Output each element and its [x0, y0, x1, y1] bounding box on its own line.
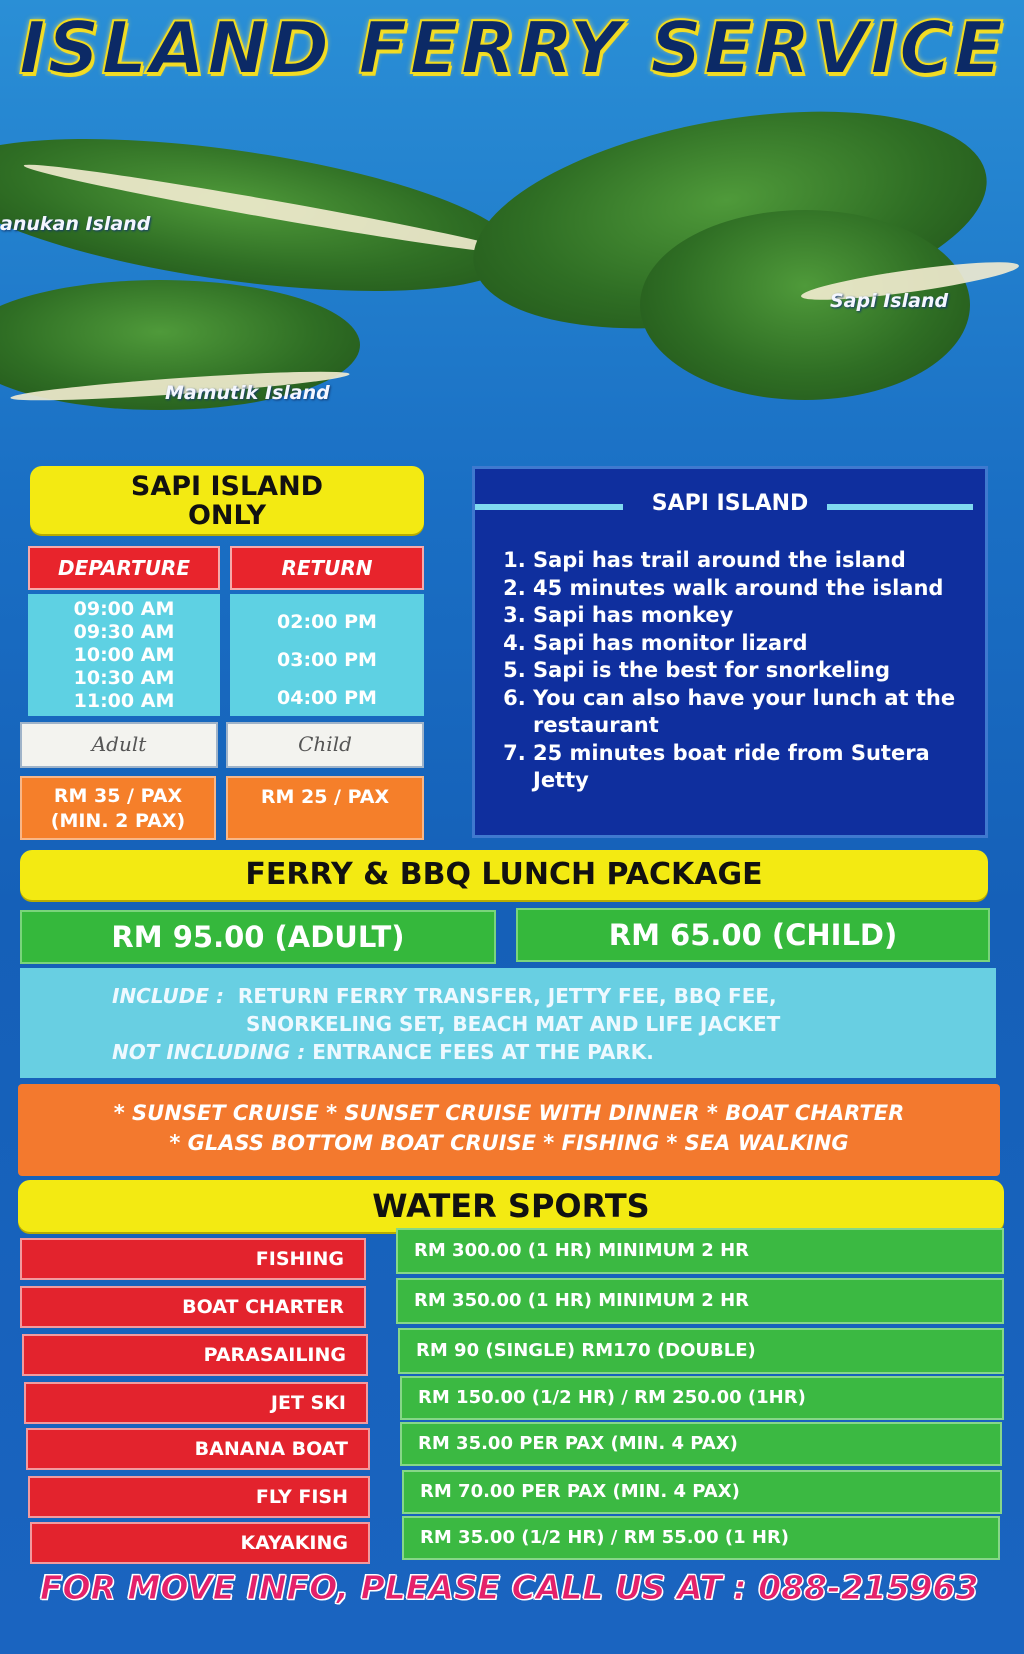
sapi-only-header [30, 466, 424, 534]
bbq-adult-price: RM 95.00 (ADULT) [20, 910, 496, 964]
sapi-island-label: Sapi Island [830, 290, 949, 312]
sapi-only-header-line1: SAPI ISLAND [130, 471, 324, 502]
manukan-island-label: anukan Island [0, 213, 151, 235]
return-time: 04:00 PM [277, 687, 377, 709]
return-times [230, 594, 424, 716]
include-line2: SNORKELING SET, BEACH MAT AND LIFE JACKET [246, 1012, 781, 1036]
return-time: 02:00 PM [277, 611, 377, 633]
bbq-child-price: RM 65.00 (CHILD) [516, 908, 990, 962]
table-row-price: RM 350.00 (1 HR) MINIMUM 2 HR [396, 1278, 1004, 1324]
list-item: 7. 25 minutes boat ride from Sutera Jetty [533, 740, 973, 795]
departure-times [28, 594, 220, 716]
adult-price [20, 776, 216, 840]
list-item: 3. Sapi has monkey [533, 602, 973, 630]
extra-services-box [18, 1084, 1000, 1176]
extra-services-line1: * SUNSET CRUISE * SUNSET CRUISE WITH DINNER * BOAT CHARTER [113, 1101, 905, 1125]
bbq-include-box [20, 968, 996, 1078]
sapi-info-panel [472, 466, 988, 838]
page-title: ISLAND FERRY SERVICE [18, 6, 1006, 90]
return-header: RETURN [230, 546, 424, 590]
table-row-price: RM 150.00 (1/2 HR) / RM 250.00 (1HR) [400, 1376, 1004, 1420]
return-time: 03:00 PM [277, 649, 377, 671]
sapi-facts-list [505, 547, 973, 795]
water-sports-header: WATER SPORTS [18, 1180, 1004, 1232]
departure-header: DEPARTURE [28, 546, 220, 590]
sapi-only-header-line2: ONLY [187, 500, 267, 531]
list-item: 1. Sapi has trail around the island [533, 547, 973, 575]
contact-footer: FOR MOVE INFO, PLEASE CALL US AT : 088-215963 [40, 1568, 979, 1607]
include-label: INCLUDE : [112, 984, 224, 1008]
island-map-image [0, 120, 1024, 460]
departure-time: 10:30 AM [73, 667, 175, 689]
table-row-activity: FLY FISH [28, 1476, 370, 1518]
table-row-price: RM 90 (SINGLE) RM170 (DOUBLE) [398, 1328, 1004, 1374]
table-row-price: RM 35.00 PER PAX (MIN. 4 PAX) [400, 1422, 1002, 1466]
adult-price-line2: (MIN. 2 PAX) [50, 810, 186, 832]
adult-price-line1: RM 35 / PAX [53, 785, 183, 807]
table-row-activity: JET SKI [24, 1382, 368, 1424]
child-label: Child [226, 722, 424, 768]
table-row-activity: BANANA BOAT [26, 1428, 370, 1470]
table-row-price: RM 300.00 (1 HR) MINIMUM 2 HR [396, 1228, 1004, 1274]
list-item: 6. You can also have your lunch at the restaurant [533, 685, 973, 740]
adult-label: Adult [20, 722, 218, 768]
departure-time: 09:30 AM [73, 621, 175, 643]
not-including-label: NOT INCLUDING : [112, 1040, 306, 1064]
sapi-info-title: SAPI ISLAND [638, 491, 823, 516]
child-price: RM 25 / PAX [226, 776, 424, 840]
table-row-price: RM 35.00 (1/2 HR) / RM 55.00 (1 HR) [402, 1516, 1000, 1560]
table-row-activity: KAYAKING [30, 1522, 370, 1564]
table-row-activity: BOAT CHARTER [20, 1286, 366, 1328]
sapi-info-title-row [475, 491, 985, 521]
table-row-activity: PARASAILING [22, 1334, 368, 1376]
list-item: 4. Sapi has monitor lizard [533, 630, 973, 658]
departure-time: 09:00 AM [73, 598, 175, 620]
list-item: 2. 45 minutes walk around the island [533, 575, 973, 603]
mamutik-island-label: Mamutik Island [165, 382, 330, 404]
departure-time: 10:00 AM [73, 644, 175, 666]
extra-services-line2: * GLASS BOTTOM BOAT CRUISE * FISHING * SEA WALKING [169, 1131, 849, 1155]
bbq-package-header: FERRY & BBQ LUNCH PACKAGE [20, 850, 988, 900]
table-row-price: RM 70.00 PER PAX (MIN. 4 PAX) [402, 1470, 1002, 1514]
not-including-text: ENTRANCE FEES AT THE PARK. [312, 1040, 654, 1064]
table-row-activity: FISHING [20, 1238, 366, 1280]
departure-time: 11:00 AM [73, 690, 175, 712]
include-line1: RETURN FERRY TRANSFER, JETTY FEE, BBQ FEE, [237, 984, 777, 1008]
list-item: 5. Sapi is the best for snorkeling [533, 657, 973, 685]
